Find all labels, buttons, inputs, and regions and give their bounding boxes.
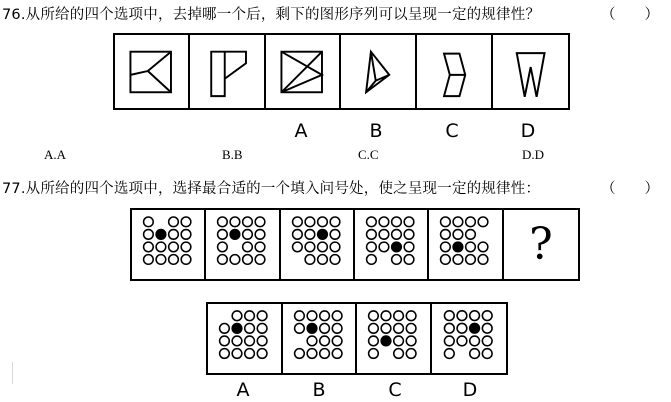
open-circle xyxy=(444,336,454,346)
q77-option-figure-b[interactable] xyxy=(283,304,358,373)
open-circle xyxy=(332,324,342,334)
q77-sequence-3 xyxy=(281,210,355,279)
q76-option-d[interactable]: D.D xyxy=(522,147,545,162)
open-circle xyxy=(444,311,454,321)
open-circle xyxy=(482,336,492,346)
open-circle xyxy=(317,255,327,265)
open-circle xyxy=(305,230,315,240)
open-circle xyxy=(369,336,379,346)
open-circle xyxy=(144,230,154,240)
open-circle xyxy=(394,349,404,359)
open-circle xyxy=(392,230,402,240)
open-circle xyxy=(444,323,454,333)
q76-figure-label-b: B xyxy=(369,120,383,142)
q76-figure-label-c: C xyxy=(445,120,459,142)
page-edge-marker xyxy=(12,362,13,384)
open-circle xyxy=(394,324,404,334)
open-circle xyxy=(367,230,377,240)
open-circle xyxy=(392,255,402,265)
dot-grid xyxy=(206,210,278,279)
open-circle xyxy=(482,323,492,333)
open-circle xyxy=(381,324,391,334)
open-circle xyxy=(144,242,154,252)
open-circle xyxy=(319,336,329,346)
open-circle xyxy=(218,230,228,240)
open-circle xyxy=(181,230,191,240)
open-circle xyxy=(441,230,451,240)
open-circle xyxy=(220,336,230,346)
open-circle xyxy=(330,242,340,252)
q76-option-a[interactable]: A.A xyxy=(44,147,67,162)
open-circle xyxy=(232,336,242,346)
open-circle xyxy=(317,217,327,227)
q77-option-label-a: A xyxy=(236,379,250,401)
open-circle xyxy=(245,324,255,334)
open-circle xyxy=(218,255,228,265)
open-circle xyxy=(441,242,451,252)
open-circle xyxy=(292,242,302,252)
open-circle xyxy=(169,217,179,227)
open-circle xyxy=(245,349,255,359)
open-circle xyxy=(469,349,479,359)
open-circle xyxy=(230,255,240,265)
open-circle xyxy=(156,255,166,265)
filled-dot xyxy=(307,324,317,334)
open-circle xyxy=(392,217,402,227)
open-circle xyxy=(479,255,489,265)
q77-sequence-1 xyxy=(132,210,206,279)
open-circle xyxy=(404,242,414,252)
dot-grid xyxy=(283,304,356,373)
q76-figure-3 xyxy=(266,35,341,108)
open-circle xyxy=(406,349,416,359)
open-circle xyxy=(169,242,179,252)
open-circle xyxy=(441,255,451,265)
open-circle xyxy=(317,242,327,252)
q77-options-strip xyxy=(206,302,508,375)
open-circle xyxy=(457,323,467,333)
q76-figure-6-option-c xyxy=(493,35,568,108)
open-circle xyxy=(466,255,476,265)
open-circle xyxy=(245,336,255,346)
open-circle xyxy=(294,324,304,334)
filled-dot xyxy=(469,323,479,333)
open-circle xyxy=(332,311,342,321)
open-circle xyxy=(406,336,416,346)
open-circle xyxy=(169,255,179,265)
open-circle xyxy=(181,242,191,252)
open-circle xyxy=(404,255,414,265)
q77-option-figure-d[interactable] xyxy=(432,304,506,373)
filled-dot xyxy=(381,336,391,346)
q76-figure-1 xyxy=(115,35,190,108)
open-circle xyxy=(220,349,230,359)
open-circle xyxy=(294,311,304,321)
open-circle xyxy=(330,217,340,227)
open-circle xyxy=(482,311,492,321)
filled-dot xyxy=(230,230,240,240)
open-circle xyxy=(232,349,242,359)
q77-sequence-strip xyxy=(130,208,580,281)
open-circle xyxy=(144,255,154,265)
dot-grid xyxy=(357,304,430,373)
q77-option-label-d: D xyxy=(462,379,478,401)
open-circle xyxy=(453,230,463,240)
open-circle xyxy=(305,217,315,227)
open-circle xyxy=(292,217,302,227)
open-circle xyxy=(245,311,255,321)
open-circle xyxy=(243,230,253,240)
open-circle xyxy=(256,242,266,252)
open-circle xyxy=(319,349,329,359)
q77-answer-blank: （ ） xyxy=(601,181,659,197)
open-circle xyxy=(294,349,304,359)
open-circle xyxy=(256,255,266,265)
open-circle xyxy=(243,242,253,252)
dot-grid xyxy=(132,210,204,279)
open-circle xyxy=(220,324,230,334)
open-circle xyxy=(305,255,315,265)
q77-sequence-5 xyxy=(429,210,503,279)
open-circle xyxy=(379,217,389,227)
open-circle xyxy=(394,336,404,346)
open-circle xyxy=(367,242,377,252)
dot-grid xyxy=(429,210,501,279)
open-circle xyxy=(181,255,191,265)
question-mark-icon: ? xyxy=(529,219,553,270)
open-circle xyxy=(307,349,317,359)
filled-dot xyxy=(156,230,166,240)
q77-question-text: 77.从所给的四个选项中，选择最合适的一个填入问号处，使之呈现一定的规律性： xyxy=(2,181,541,197)
open-circle xyxy=(444,349,454,359)
open-circle xyxy=(469,311,479,321)
q77-option-label-c: C xyxy=(388,379,402,401)
open-circle xyxy=(232,311,242,321)
q76-figure-5-option-b xyxy=(417,35,492,108)
open-circle xyxy=(257,311,267,321)
open-circle xyxy=(457,336,467,346)
open-circle xyxy=(330,230,340,240)
open-circle xyxy=(181,217,191,227)
open-circle xyxy=(257,324,267,334)
open-circle xyxy=(453,217,463,227)
filled-dot xyxy=(392,242,402,252)
open-circle xyxy=(369,311,379,321)
open-circle xyxy=(144,217,154,227)
open-circle xyxy=(479,242,489,252)
open-circle xyxy=(466,230,476,240)
open-circle xyxy=(256,217,266,227)
open-circle xyxy=(367,255,377,265)
q77-sequence-2 xyxy=(206,210,280,279)
q76-option-b[interactable]: B.B xyxy=(222,147,243,162)
q76-option-c[interactable]: C.C xyxy=(358,147,379,162)
filled-dot xyxy=(317,230,327,240)
q77-option-label-b: B xyxy=(312,379,326,401)
dot-grid xyxy=(432,304,506,373)
q76-figure-4-option-a xyxy=(341,35,417,108)
open-circle xyxy=(379,242,389,252)
open-circle xyxy=(257,336,267,346)
open-circle xyxy=(307,311,317,321)
open-circle xyxy=(256,230,266,240)
q76-figure-label-a: A xyxy=(294,120,308,142)
open-circle xyxy=(156,242,166,252)
open-circle xyxy=(404,217,414,227)
open-circle xyxy=(441,217,451,227)
dot-grid xyxy=(208,304,281,373)
open-circle xyxy=(381,311,391,321)
q76-figure-strip xyxy=(113,33,570,110)
q76-figure-label-d: D xyxy=(520,120,536,142)
dot-grid xyxy=(355,210,427,279)
open-circle xyxy=(453,255,463,265)
open-circle xyxy=(243,217,253,227)
open-circle xyxy=(466,217,476,227)
open-circle xyxy=(404,230,414,240)
open-circle xyxy=(257,349,267,359)
q76-answer-blank: （ ） xyxy=(601,7,659,23)
open-circle xyxy=(169,230,179,240)
open-circle xyxy=(305,242,315,252)
open-circle xyxy=(332,336,342,346)
open-circle xyxy=(369,349,379,359)
open-circle xyxy=(394,311,404,321)
open-circle xyxy=(406,311,416,321)
open-circle xyxy=(243,255,253,265)
open-circle xyxy=(457,311,467,321)
q76-figure-2 xyxy=(190,35,265,108)
q77-sequence-4 xyxy=(355,210,429,279)
q77-question-cell xyxy=(504,210,578,279)
filled-dot xyxy=(453,242,463,252)
open-circle xyxy=(466,242,476,252)
open-circle xyxy=(379,230,389,240)
open-circle xyxy=(482,349,492,359)
open-circle xyxy=(469,336,479,346)
open-circle xyxy=(332,349,342,359)
open-circle xyxy=(319,311,329,321)
q77-option-figure-a[interactable] xyxy=(208,304,283,373)
open-circle xyxy=(367,217,377,227)
open-circle xyxy=(218,217,228,227)
q76-question-text: 76.从所给的四个选项中，去掉哪一个后，剩下的图形序列可以呈现一定的规律性？ xyxy=(2,7,541,23)
open-circle xyxy=(218,242,228,252)
open-circle xyxy=(479,217,489,227)
open-circle xyxy=(307,336,317,346)
open-circle xyxy=(406,324,416,334)
open-circle xyxy=(230,217,240,227)
open-circle xyxy=(292,230,302,240)
q77-option-figure-c[interactable] xyxy=(357,304,432,373)
open-circle xyxy=(319,324,329,334)
dot-grid xyxy=(281,210,353,279)
open-circle xyxy=(330,255,340,265)
filled-dot xyxy=(232,324,242,334)
open-circle xyxy=(369,324,379,334)
